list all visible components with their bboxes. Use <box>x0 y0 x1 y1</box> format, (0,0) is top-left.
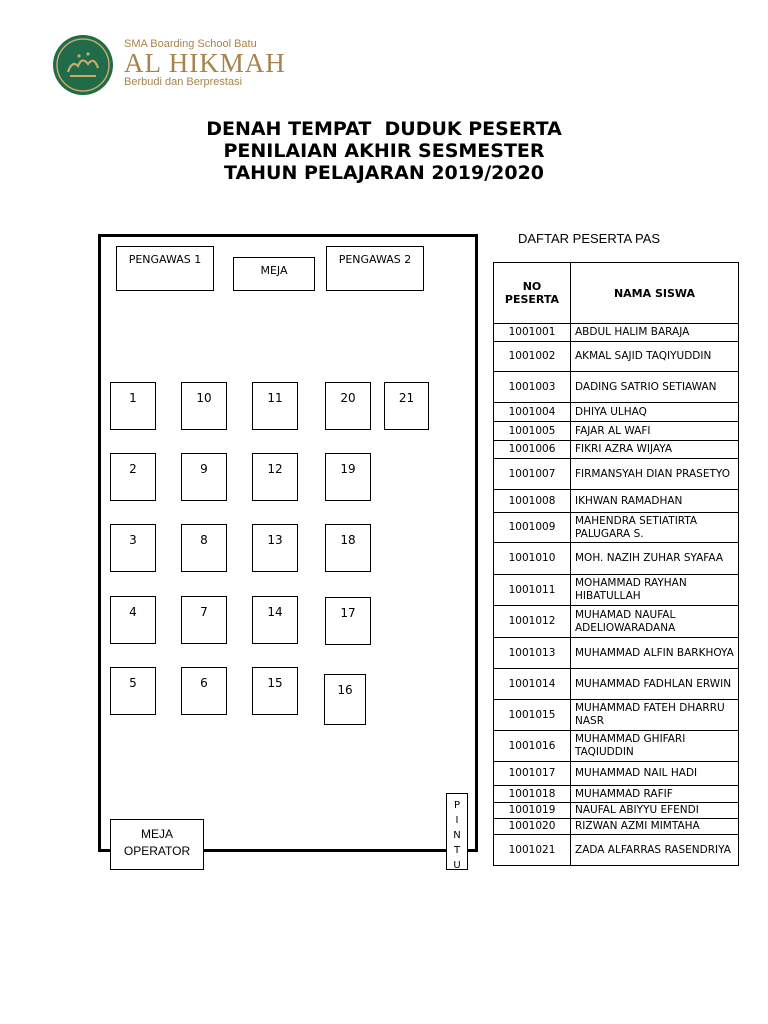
cell-name: MOH. NAZIH ZUHAR SYAFAA <box>571 543 739 575</box>
seat-2 <box>110 453 156 501</box>
col-header-no-line1: NO <box>522 280 542 293</box>
table-row <box>494 324 739 342</box>
cell-no: 1001010 <box>494 543 571 575</box>
cell-no: 1001006 <box>494 441 571 459</box>
page-title-line3: TAHUN PELAJARAN 2019/2020 <box>223 162 545 184</box>
col-header-no-line2: PESERTA <box>504 293 560 306</box>
seat-number: 9 <box>200 462 208 476</box>
cell-name: AKMAL SAJID TAQIYUDDIN <box>571 342 739 372</box>
seat-number: 2 <box>129 462 137 476</box>
cell-no: 1001001 <box>494 324 571 342</box>
seat-number: 15 <box>267 676 283 690</box>
logo-emblem-icon <box>52 34 114 96</box>
cell-name: FAJAR AL WAFI <box>571 422 739 441</box>
cell-name: MUHAMMAD FATEH DHARRU NASR <box>571 700 739 731</box>
pengawas-2-label: PENGAWAS 2 <box>338 253 412 266</box>
cell-no: 1001019 <box>494 803 571 819</box>
table-row <box>494 700 739 731</box>
table-row <box>494 372 739 403</box>
operator-label-line2: OPERATOR <box>123 844 191 858</box>
seat-8 <box>181 524 227 572</box>
seat-17 <box>325 597 371 645</box>
cell-name: ZADA ALFARRAS RASENDRIYA <box>571 835 739 866</box>
table-row <box>494 459 739 490</box>
seat-number: 5 <box>129 676 137 690</box>
school-subtitle: SMA Boarding School Batu <box>124 38 257 50</box>
operator-label-line1: MEJA <box>140 827 173 841</box>
table-row <box>494 786 739 803</box>
meja-label: MEJA <box>260 264 288 277</box>
cell-name: MUHAMMAD GHIFARI TAQIUDDIN <box>571 731 739 762</box>
pengawas-2-desk <box>326 246 424 291</box>
seat-number: 16 <box>337 683 353 697</box>
seat-18 <box>325 524 371 572</box>
table-row <box>494 669 739 700</box>
table-row <box>494 803 739 819</box>
cell-no: 1001013 <box>494 638 571 669</box>
table-row <box>494 490 739 513</box>
door-letter: I <box>455 815 459 826</box>
cell-no: 1001005 <box>494 422 571 441</box>
table-row <box>494 441 739 459</box>
cell-name: MUHAMAD NAUFAL ADELIOWARADANA <box>571 606 739 638</box>
seat-6 <box>181 667 227 715</box>
school-name: AL HIKMAH <box>124 48 286 78</box>
seat-number: 1 <box>129 391 137 405</box>
cell-no: 1001015 <box>494 700 571 731</box>
seat-number: 14 <box>267 605 283 619</box>
cell-name: IKHWAN RAMADHAN <box>571 490 739 513</box>
seat-5 <box>110 667 156 715</box>
cell-name: MUHAMMAD FADHLAN ERWIN <box>571 669 739 700</box>
seat-number: 13 <box>267 533 283 547</box>
table-header-row <box>494 263 739 324</box>
seat-12 <box>252 453 298 501</box>
seat-number: 7 <box>200 605 208 619</box>
seat-number: 18 <box>340 533 356 547</box>
door-pintu <box>446 793 468 870</box>
cell-no: 1001007 <box>494 459 571 490</box>
cell-no: 1001014 <box>494 669 571 700</box>
table-row <box>494 762 739 786</box>
door-letter: U <box>453 860 461 871</box>
cell-no: 1001008 <box>494 490 571 513</box>
table-row <box>494 835 739 866</box>
seat-19 <box>325 453 371 501</box>
table-row <box>494 575 739 606</box>
seat-11 <box>252 382 298 430</box>
seat-10 <box>181 382 227 430</box>
table-row <box>494 731 739 762</box>
seat-21 <box>384 382 429 430</box>
seat-number: 20 <box>340 391 356 405</box>
table-row <box>494 342 739 372</box>
cell-no: 1001021 <box>494 835 571 866</box>
participant-table <box>493 262 739 866</box>
cell-name: MAHENDRA SETIATIRTA PALUGARA S. <box>571 513 739 543</box>
cell-name: DADING SATRIO SETIAWAN <box>571 372 739 403</box>
seat-number: 6 <box>200 676 208 690</box>
cell-name: MUHAMMAD RAFIF <box>571 786 739 803</box>
table-row <box>494 819 739 835</box>
pengawas-1-label: PENGAWAS 1 <box>128 253 202 266</box>
cell-no: 1001002 <box>494 342 571 372</box>
table-row <box>494 638 739 669</box>
seat-number: 4 <box>129 605 137 619</box>
cell-no: 1001017 <box>494 762 571 786</box>
cell-no: 1001004 <box>494 403 571 422</box>
seat-16 <box>324 674 366 725</box>
page-title-line2: PENILAIAN AKHIR SESMESTER <box>223 140 545 162</box>
seat-number: 17 <box>340 606 356 620</box>
table-row <box>494 606 739 638</box>
cell-no: 1001018 <box>494 786 571 803</box>
seat-number: 21 <box>398 391 415 405</box>
cell-no: 1001003 <box>494 372 571 403</box>
logo-text <box>124 38 286 88</box>
seat-number: 8 <box>200 533 208 547</box>
cell-name: FIKRI AZRA WIJAYA <box>571 441 739 459</box>
cell-name: ABDUL HALIM BARAJA <box>571 324 739 342</box>
school-logo <box>52 34 286 98</box>
pengawas-1-desk <box>116 246 214 291</box>
seat-1 <box>110 382 156 430</box>
seat-15 <box>252 667 298 715</box>
seat-20 <box>325 382 371 430</box>
cell-name: MOHAMMAD RAYHAN HIBATULLAH <box>571 575 739 606</box>
cell-no: 1001020 <box>494 819 571 835</box>
seat-9 <box>181 453 227 501</box>
cell-name: NAUFAL ABIYYU EFENDI <box>571 803 739 819</box>
seat-number: 19 <box>340 462 356 476</box>
door-letter: P <box>453 800 461 811</box>
seat-number: 3 <box>129 533 137 547</box>
door-letter: T <box>453 845 461 856</box>
seat-7 <box>181 596 227 644</box>
cell-name: DHIYA ULHAQ <box>571 403 739 422</box>
col-header-no <box>494 263 571 324</box>
seat-number: 11 <box>267 391 283 405</box>
cell-name: MUHAMMAD ALFIN BARKHOYA <box>571 638 739 669</box>
col-header-name: NAMA SISWA <box>571 263 739 324</box>
cell-no: 1001012 <box>494 606 571 638</box>
cell-no: 1001009 <box>494 513 571 543</box>
cell-no: 1001011 <box>494 575 571 606</box>
door-letter: N <box>453 830 461 841</box>
meja-operator-desk <box>110 819 204 870</box>
cell-name: MUHAMMAD NAIL HADI <box>571 762 739 786</box>
seat-4 <box>110 596 156 644</box>
table-row <box>494 513 739 543</box>
cell-name: FIRMANSYAH DIAN PRASETYO <box>571 459 739 490</box>
seat-number: 12 <box>267 462 283 476</box>
cell-no: 1001016 <box>494 731 571 762</box>
page-title-line1: DENAH TEMPAT DUDUK PESERTA <box>206 118 562 140</box>
school-tagline: Berbudi dan Berprestasi <box>124 76 243 88</box>
cell-name: RIZWAN AZMI MIMTAHA <box>571 819 739 835</box>
seat-3 <box>110 524 156 572</box>
table-row <box>494 403 739 422</box>
seat-13 <box>252 524 298 572</box>
seat-number: 10 <box>196 391 212 405</box>
seat-14 <box>252 596 298 644</box>
table-row <box>494 543 739 575</box>
meja-desk <box>233 257 315 291</box>
participant-list-caption: DAFTAR PESERTA PAS <box>518 231 661 246</box>
table-row <box>494 422 739 441</box>
